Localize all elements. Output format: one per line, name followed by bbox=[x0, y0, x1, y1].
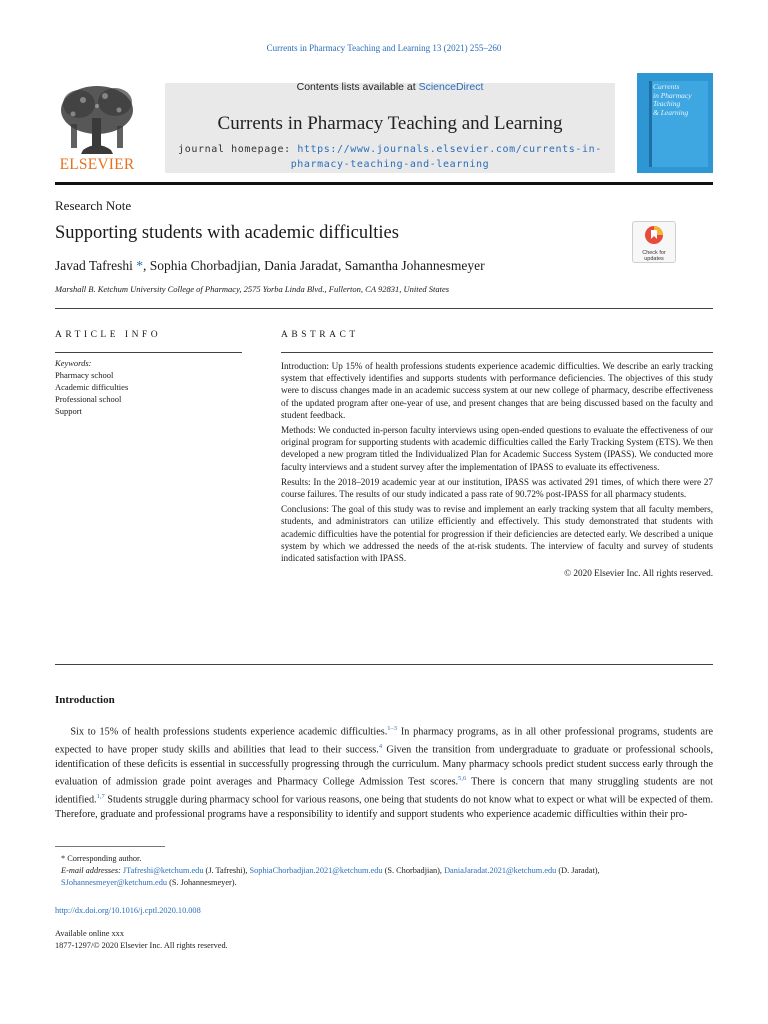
elsevier-wordmark: ELSEVIER bbox=[59, 156, 135, 173]
abstract-body bbox=[281, 360, 713, 582]
author-name: Javad Tafreshi bbox=[55, 258, 133, 273]
intro-text: Given the transition from undergraduate to graduate or professional schools, identification of these deficits is essential in successfully progressing through the curriculum. Many pharmacy schools predict student success early through the evaluation of admission grade point averages and Pharmacy College Admission Test scores. bbox=[55, 744, 713, 788]
introduction-paragraph bbox=[55, 722, 713, 822]
abstract-results: Results: In the 2018–2019 academic year at our institution, IPASS was activated 291 times, of which there were 27 course failures. The results of our study indicated a pass rate of 90.72% post-IPASS for all pharmacy students. bbox=[281, 476, 713, 500]
keyword: Professional school bbox=[55, 394, 122, 404]
corresponding-note: * Corresponding author. bbox=[61, 854, 142, 863]
available-online: Available online xxx bbox=[55, 929, 124, 938]
article-type: Research Note bbox=[55, 198, 132, 213]
article-title: Supporting students with academic difficulties bbox=[55, 223, 399, 243]
intro-text: In pharmacy programs, as in all other professional programs, students are expected to have proper study skills and abilities that lead to their success. bbox=[55, 726, 713, 756]
author-names-rest: , Sophia Chorbadjian, Dania Jaradat, Samantha Johannesmeyer bbox=[143, 258, 485, 273]
badge-line: Check for bbox=[642, 250, 666, 256]
introduction-heading: Introduction bbox=[55, 694, 115, 706]
intro-text: Students struggle during pharmacy school for various reasons, one being that students do not know what to expect or what will be expected of them. Therefore, graduate and professional programs have a responsibility to identify and support students who experience academic difficulties within their pro- bbox=[55, 794, 713, 820]
reference-link[interactable]: 1–3 bbox=[387, 725, 397, 732]
reference-link[interactable]: 1,7 bbox=[96, 792, 105, 800]
journal-homepage bbox=[165, 142, 615, 172]
journal-citation[interactable]: Currents in Pharmacy Teaching and Learning 13 (2021) 255–260 bbox=[266, 43, 502, 53]
publication-info bbox=[55, 928, 228, 952]
doi-link[interactable]: http://dx.doi.org/10.1016/j.cptl.2020.10.008 bbox=[55, 906, 201, 915]
abstract-methods: Methods: We conducted in-person faculty interviews using open-ended questions to evaluate the effectiveness of our original program for supporting students with academic difficulties called the Early Tracking System (ETS). We then developed a new program titled the Individualized Plan for Academic Success System (IPASS). We conducted more faculty interviews and a student survey after the implementation of IPASS to evaluate its effectiveness. bbox=[281, 425, 713, 472]
abstract-introduction: Introduction: Up 15% of health professions students experience academic difficulties. We describe an early tracking system that effectively identifies and supports students with performance deficiencies. The objectives of this study were to discuss changes made in an academic success system at our new college of pharmacy, describe effectiveness of the updated program after one-year of use, and present changes that are being discussed based on the faculty and student feedback. bbox=[281, 361, 713, 420]
keyword: Academic difficulties bbox=[55, 382, 129, 392]
journal-title: Currents in Pharmacy Teaching and Learning bbox=[217, 113, 563, 134]
article-info-rule bbox=[55, 352, 242, 353]
email-owner: (S. Johannesmeyer). bbox=[167, 878, 237, 888]
email-owner: (J. Tafreshi), bbox=[203, 866, 250, 876]
homepage-link-continued[interactable]: pharmacy-teaching-and-learning bbox=[290, 159, 490, 170]
reference-link[interactable]: 5,6 bbox=[458, 775, 467, 782]
homepage-label: journal homepage: bbox=[178, 144, 298, 155]
badge-line: updates bbox=[644, 256, 664, 262]
cover-line: in Pharmacy bbox=[653, 90, 692, 100]
reference-link[interactable]: 4 bbox=[378, 742, 383, 750]
check-updates-icon bbox=[643, 225, 665, 245]
intro-text: There is concern that many struggling students are not identified. bbox=[55, 776, 713, 806]
author-list bbox=[55, 258, 485, 274]
email-owner: (S. Chorbadjian), bbox=[382, 866, 445, 876]
email-link[interactable]: DaniaJaradat.2021@ketchum.edu bbox=[444, 866, 557, 876]
cover-line: Currents bbox=[653, 82, 680, 91]
article-info-heading: ARTICLE INFO bbox=[55, 330, 162, 340]
journal-cover-thumbnail[interactable] bbox=[637, 73, 713, 173]
abstract-copyright: © 2020 Elsevier Inc. All rights reserved. bbox=[564, 568, 713, 579]
abstract-heading: ABSTRACT bbox=[281, 330, 359, 340]
keyword: Support bbox=[55, 406, 82, 416]
intro-text: Six to 15% of health professions students experience academic difficulties. bbox=[70, 726, 388, 738]
email-link[interactable]: JTafreshi@ketchum.edu bbox=[122, 866, 204, 876]
cover-line: & Learning bbox=[653, 107, 689, 117]
email-link[interactable]: SJohannesmeyer@ketchum.edu bbox=[61, 878, 168, 888]
check-for-updates-badge[interactable] bbox=[632, 221, 676, 263]
keywords-block bbox=[55, 357, 128, 417]
sciencedirect-link[interactable]: ScienceDirect bbox=[418, 81, 484, 93]
abstract-conclusions: Conclusions: The goal of this study was to revise and implement an early tracking system that all faculty members, students, and administrators can utilize efficiently and effectively. This study demonstrated that students with academic difficulties have the potential for progression if their deficiencies are detected early. We described a unique system by which we addressed the needs of the at-risk students. The interview of faculty and survey of students indicated satisfaction with IPASS. bbox=[281, 504, 713, 564]
email-label: E-mail addresses: bbox=[61, 866, 123, 876]
header-divider bbox=[55, 182, 713, 185]
footnotes bbox=[55, 853, 713, 890]
email-owner: (D. Jaradat), bbox=[556, 866, 600, 876]
abstract-bottom-divider bbox=[55, 664, 713, 665]
corresponding-author-mark[interactable]: * bbox=[136, 258, 144, 273]
email-link[interactable]: SophiaChorbadjian.2021@ketchum.edu bbox=[249, 866, 383, 876]
footnote-divider bbox=[55, 846, 165, 847]
abstract-rule bbox=[281, 352, 713, 353]
keyword: Pharmacy school bbox=[55, 370, 114, 380]
cover-line: Teaching bbox=[653, 99, 681, 108]
cover-title bbox=[653, 83, 692, 117]
author-affiliation: Marshall B. Ketchum University College of Pharmacy, 2575 Yorba Linda Blvd., Fullerton, CA 92831, United States bbox=[55, 284, 450, 294]
issn-copyright: 1877-1297/© 2020 Elsevier Inc. All rights reserved. bbox=[55, 941, 228, 950]
email-addresses bbox=[55, 865, 713, 889]
homepage-link[interactable]: https://www.journals.elsevier.com/currents-in- bbox=[297, 144, 602, 155]
keywords-label: Keywords: bbox=[55, 358, 92, 368]
contents-prefix: Contents lists available at bbox=[296, 81, 419, 93]
contents-line bbox=[165, 81, 615, 93]
section-divider bbox=[55, 308, 713, 309]
